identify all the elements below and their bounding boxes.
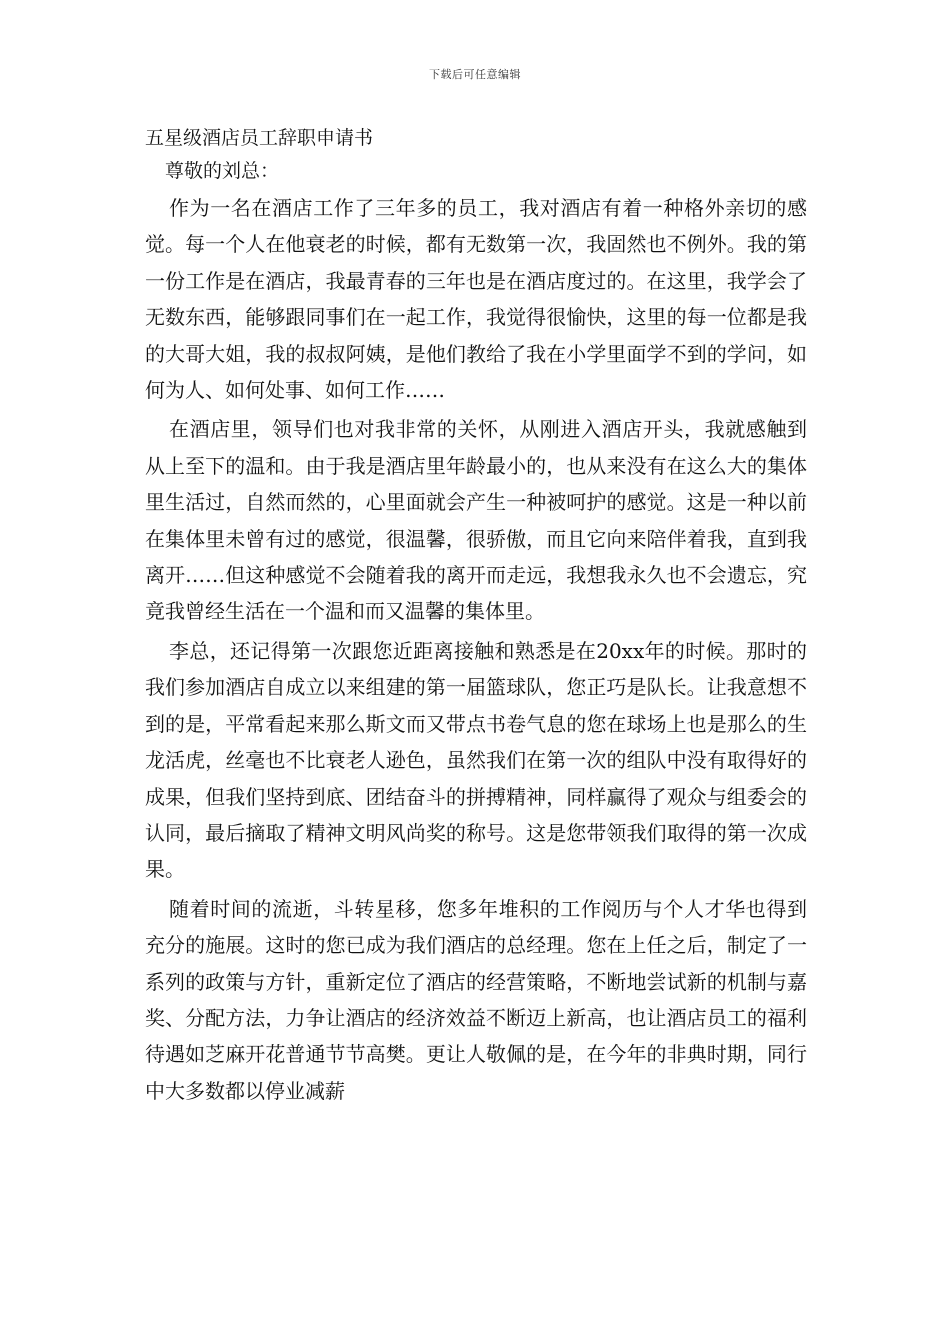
paragraph: 李总，还记得第一次跟您近距离接触和熟悉是在20xx年的时候。那时的我们参加酒店自成立以来组建的第一届篮球队，您正巧是队长。让我意想不到的是，平常看起来那么斯文而又带点书卷气息的您在球场上也是那么的生龙活虎，丝毫也不比衰老人逊色，虽然我们在第一次的组队中没有取得好的成果，但我们坚持到底、团结奋斗的拼搏精神，同样赢得了观众与组委会的认同，最后摘取了精神文明风尚奖的称号。这是您带领我们取得的第一次成果。 <box>145 638 807 882</box>
salutation: 尊敬的刘总： <box>165 160 280 182</box>
document-body <box>145 123 807 1112</box>
paragraph: 在酒店里，领导们也对我非常的关怀，从刚进入酒店开头，我就感触到从上至下的温和。由于我是酒店里年龄最小的，也从来没有在这么大的集体里生活过，自然而然的，心里面就会产生一种被呵护的感觉。这是一种以前在集体里未曾有过的感觉，很温馨，很骄傲，而且它向来陪伴着我，直到我离开……但这种感觉不会随着我的离开而走远，我想我永久也不会遗忘，究竟我曾经生活在一个温和而又温馨的集体里。 <box>145 417 807 624</box>
paragraph: 随着时间的流逝，斗转星移，您多年堆积的工作阅历与个人才华也得到充分的施展。这时的您已成为我们酒店的总经理。您在上任之后，制定了一系列的政策与方针，重新定位了酒店的经营策略，不断地尝试新的机制与嘉奖、分配方法，力争让酒店的经济效益不断迈上新高，也让酒店员工的福利待遇如芝麻开花普通节节高樊。更让人敬佩的是，在今年的非典时期，同行中大多数都以停业减薪 <box>145 896 807 1103</box>
document-title: 五星级酒店员工辞职申请书 <box>145 127 374 149</box>
header-note: 下载后可任意编辑 <box>429 68 521 81</box>
paragraph: 作为一名在酒店工作了三年多的员工，我对酒店有着一种格外亲切的感觉。每一个人在他衰老的时候，都有无数第一次，我固然也不例外。我的第一份工作是在酒店，我最青春的三年也是在酒店度过的。在这里，我学会了无数东西，能够跟同事们在一起工作，我觉得很愉快，这里的每一位都是我的大哥大姐，我的叔叔阿姨，是他们教给了我在小学里面学不到的学问，如何为人、如何处事、如何工作…… <box>145 196 807 403</box>
